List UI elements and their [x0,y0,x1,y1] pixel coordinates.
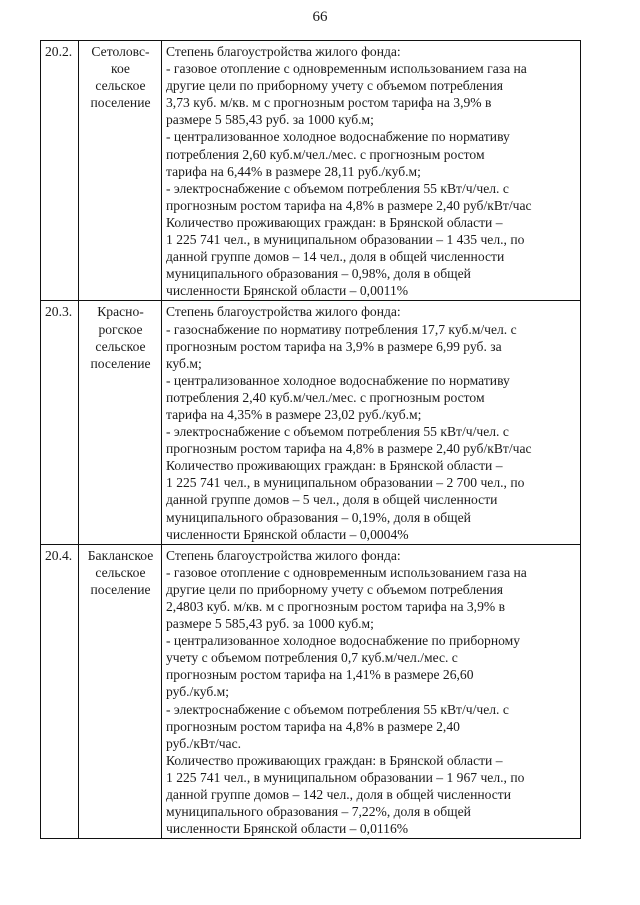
description-line: данной группе домов – 5 чел., доля в общей численности [166,492,498,508]
description-line: Степень благоустройства жилого фонда: [166,304,401,320]
table-body [41,41,581,839]
description-line: - газовое отопление с одновременным использованием газа на [166,564,527,580]
description-line: Степень благоустройства жилого фонда: [166,547,401,563]
description-line: - электроснабжение с объемом потребления 55 кВт/ч/чел. с [166,701,509,717]
description-line: данной группе домов – 142 чел., доля в общей численности [166,787,512,803]
description-line: 3,73 куб. м/кв. м с прогнозным ростом тарифа на 3,9% в [166,95,492,111]
settlement-name-line: Бакланское [87,547,154,563]
description-line: - централизованное холодное водоснабжение по нормативу [166,372,510,388]
description-line: - газоснабжение по нормативу потребления 17,7 куб.м/чел. с [166,321,517,337]
description-line: муниципального образования – 0,19%, доля в общей [166,509,471,525]
table-row [41,41,581,301]
settlement-name [79,301,162,544]
description-line: учету с объемом потребления 0,7 куб.м/чел./мес. с [166,650,458,666]
row-description [162,301,581,544]
description-line: данной группе домов – 14 чел., доля в общей численности [166,249,505,265]
description-line: руб./куб.м; [166,684,230,700]
description-line: тарифа на 4,35% в размере 23,02 руб./куб.м; [166,406,422,422]
settlement-name-line: Красно- [97,304,144,320]
row-number: 20.4. [41,544,79,839]
description-line: 1 225 741 чел., в муниципальном образовании – 1 435 чел., по [166,232,525,248]
table-row [41,544,581,839]
description-line: тарифа на 6,44% в размере 28,11 руб./куб.м; [166,163,421,179]
description-line: - электроснабжение с объемом потребления 55 кВт/ч/чел. с [166,424,509,440]
settlement-name [79,544,162,839]
description-line: прогнозным ростом тарифа на 4,8% в размере 2,40 [166,718,460,734]
description-line: - централизованное холодное водоснабжение по приборному [166,633,521,649]
description-line: размере 5 585,43 руб. за 1000 куб.м; [166,112,374,128]
description-line: численности Брянской области – 0,0011% [166,283,409,299]
settlement-name-line: сельское [95,564,146,580]
description-line: другие цели по приборному учету с объемом потребления [166,581,503,597]
page-number: 66 [312,9,328,25]
row-number: 20.3. [41,301,79,544]
row-description [162,544,581,839]
description-line: Степень благоустройства жилого фонда: [166,44,401,59]
description-line: Количество проживающих граждан: в Брянской области – [166,458,503,474]
description-line: численности Брянской области – 0,0116% [166,821,409,837]
settlement-name-line: рогское [98,321,143,337]
description-line: прогнозным ростом тарифа на 4,8% в размере 2,40 руб/кВт/час [166,197,532,213]
description-line: муниципального образования – 0,98%, доля в общей [166,266,471,282]
row-number: 20.2. [41,41,79,301]
row-description [162,41,581,301]
settlement-name-line: сельское [95,338,146,354]
description-line: прогнозным ростом тарифа на 1,41% в размере 26,60 [166,667,474,683]
description-line: прогнозным ростом тарифа на 3,9% в размере 6,99 руб. за [166,338,502,354]
description-line: другие цели по приборному учету с объемом потребления [166,78,503,94]
description-line: муниципального образования – 7,22%, доля в общей [166,804,471,820]
description-line: 1 225 741 чел., в муниципальном образовании – 2 700 чел., по [166,475,525,491]
description-line: потребления 2,40 куб.м/чел./мес. с прогнозным ростом [166,389,485,405]
description-line: Количество проживающих граждан: в Брянской области – [166,752,503,768]
description-line: - газовое отопление с одновременным использованием газа на [166,61,527,77]
description-line: куб.м; [166,355,202,371]
settlement-name-line: поселение [90,355,151,371]
settlement-name-line: поселение [90,581,151,597]
settlement-name-line: кое [111,61,130,77]
description-line: потребления 2,60 куб.м/чел./мес. с прогнозным ростом [166,146,485,162]
description-line: - электроснабжение с объемом потребления 55 кВт/ч/чел. с [166,180,509,196]
settlement-name [79,41,162,301]
description-line: 1 225 741 чел., в муниципальном образовании – 1 967 чел., по [166,769,525,785]
table-row [41,301,581,544]
settlement-name-line: сельское [95,78,146,94]
description-line: 2,4803 куб. м/кв. м с прогнозным ростом тарифа на 3,9% в [166,599,506,614]
settlement-name-line: Сетоловс- [91,44,150,59]
tariff-table [40,40,581,839]
description-line: численности Брянской области – 0,0004% [166,526,409,542]
description-line: Количество проживающих граждан: в Брянской области – [166,214,503,230]
description-line: - централизованное холодное водоснабжение по нормативу [166,129,510,145]
description-line: прогнозным ростом тарифа на 4,8% в размере 2,40 руб/кВт/час [166,441,532,457]
description-line: размере 5 585,43 руб. за 1000 куб.м; [166,616,374,632]
settlement-name-line: поселение [90,95,151,111]
description-line: руб./кВт/час. [166,735,242,751]
